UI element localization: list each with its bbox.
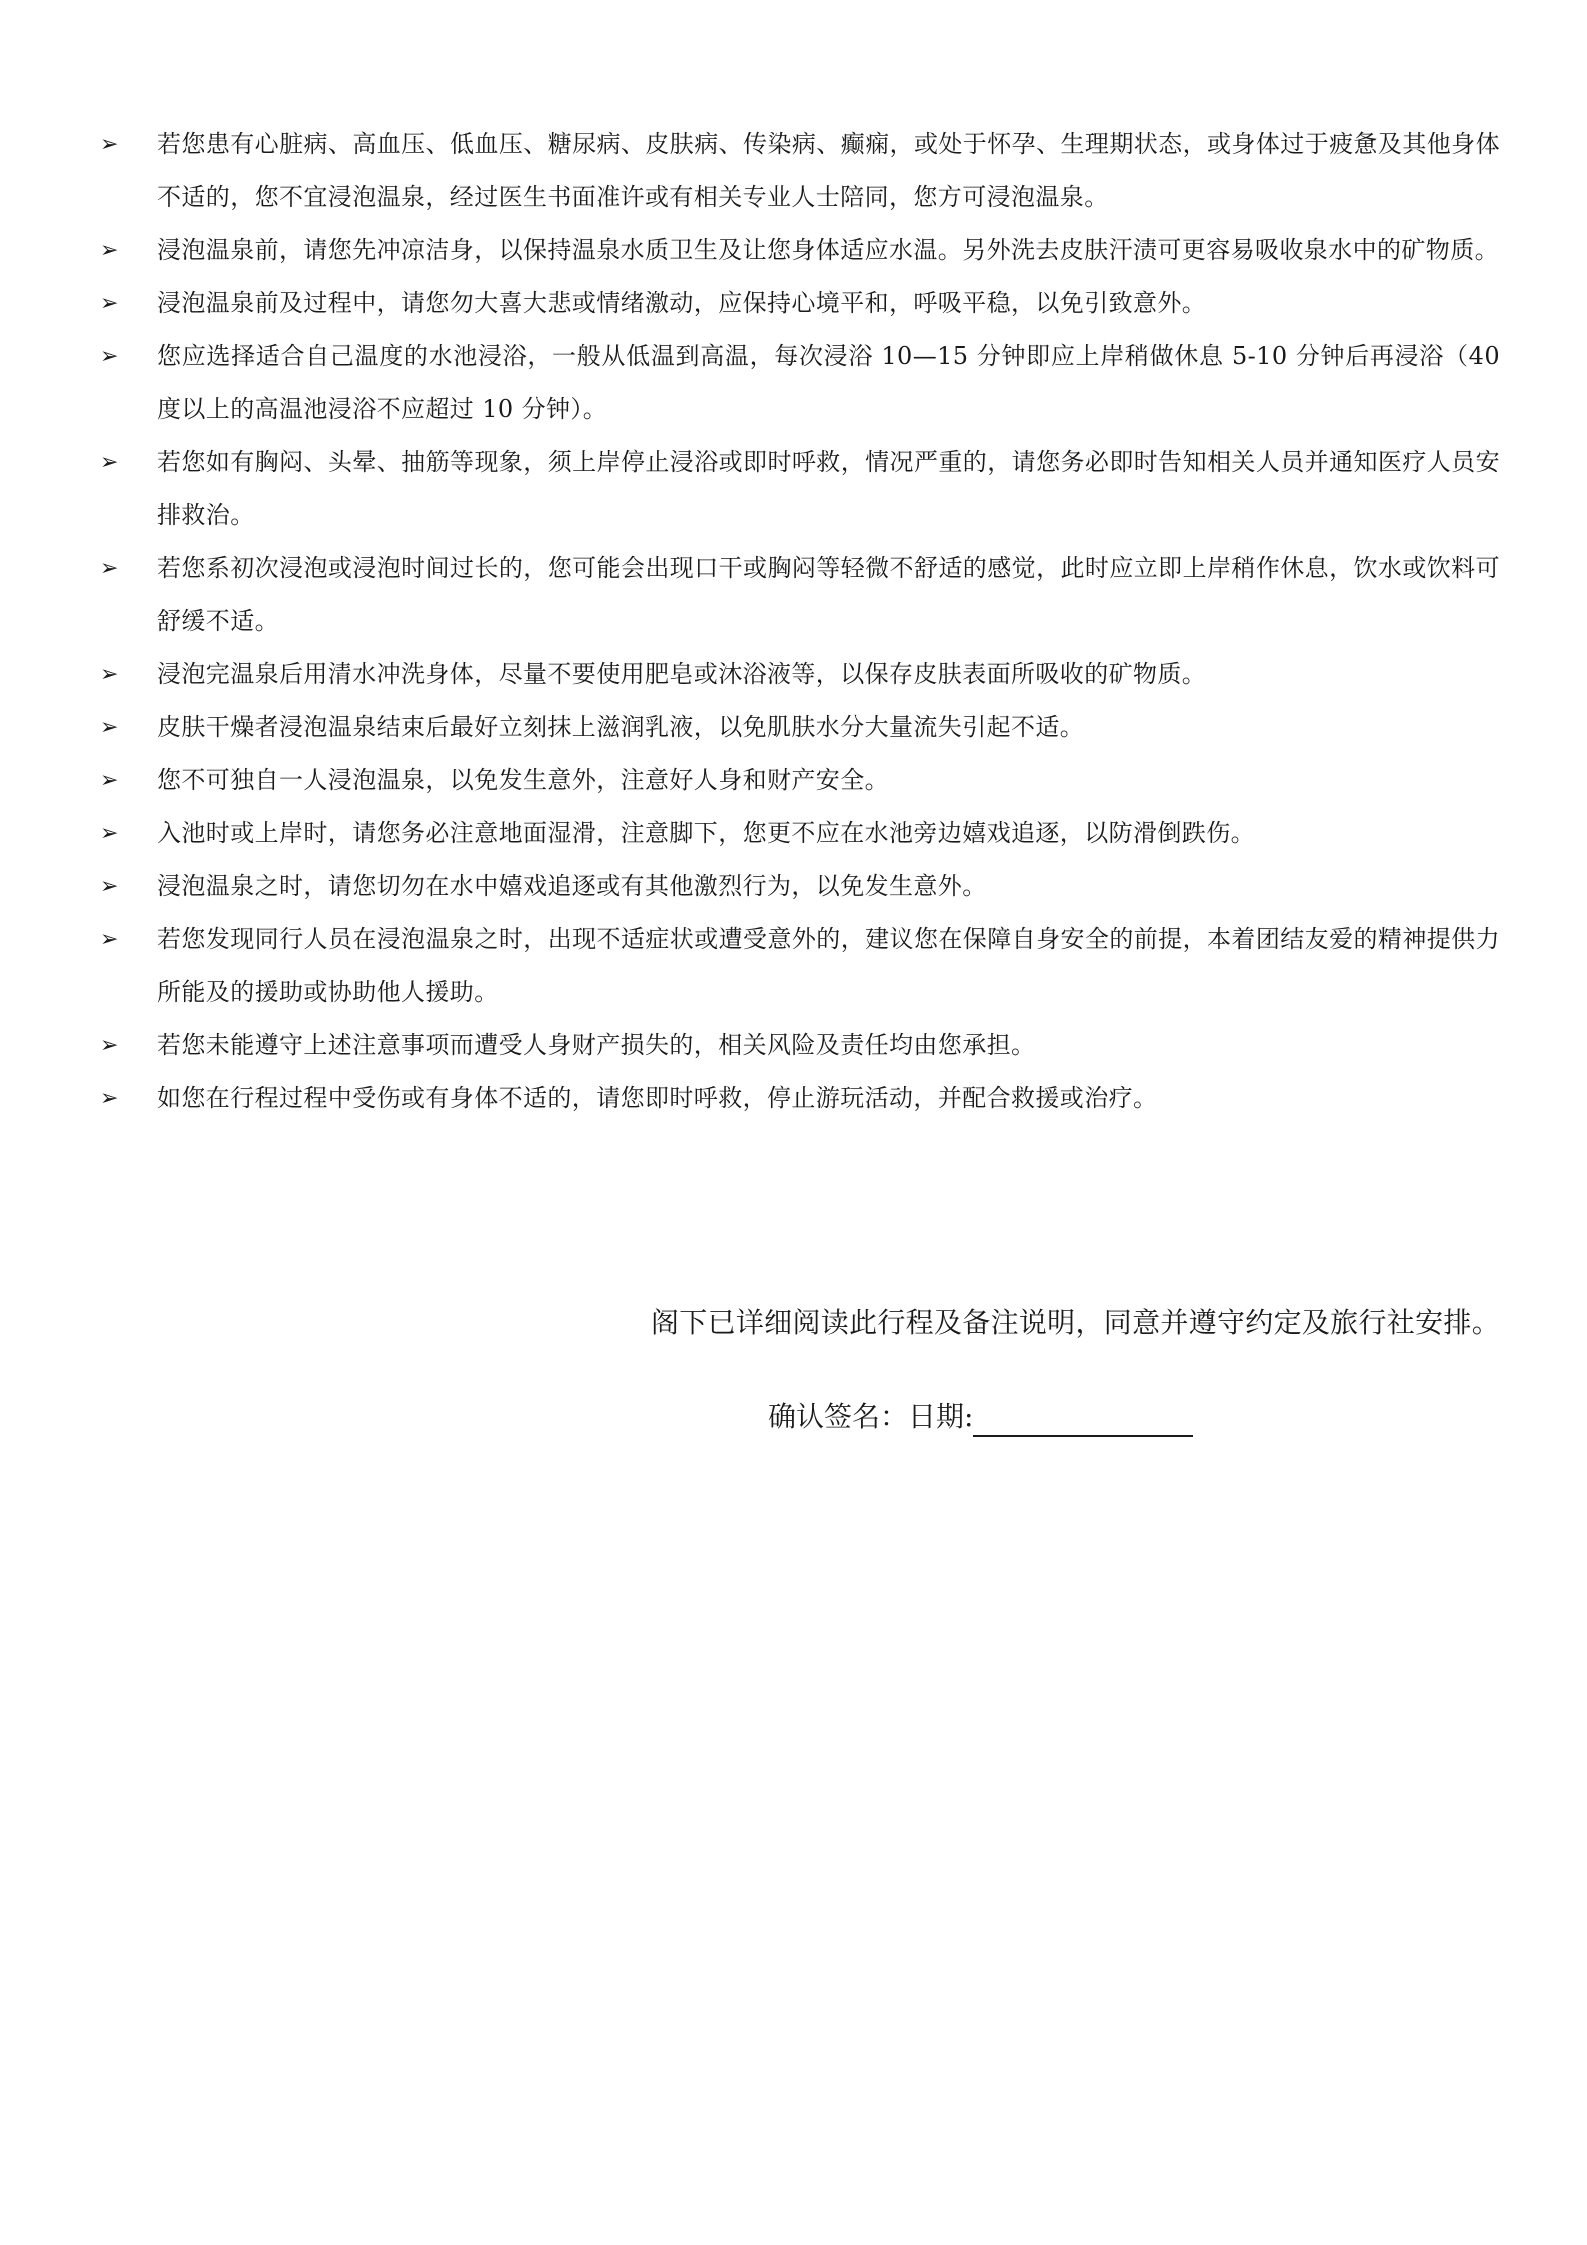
list-item <box>100 118 1500 224</box>
arrow-bullet-icon: ➢ <box>100 238 119 263</box>
signature-blank-field[interactable] <box>973 1405 1193 1437</box>
list-item <box>100 224 1500 277</box>
note-text: 若您未能遵守上述注意事项而遭受人身财产损失的，相关风险及责任均由您承担。 <box>157 1031 1036 1059</box>
list-item <box>100 330 1500 436</box>
hot-spring-notes-list <box>100 118 1500 1125</box>
arrow-bullet-icon: ➢ <box>100 1086 119 1111</box>
note-text: 若您系初次浸泡或浸泡时间过长的，您可能会出现口干或胸闷等轻微不舒适的感觉，此时应立即上岸稍作休息，饮水或饮料可舒缓不适。 <box>157 554 1500 635</box>
arrow-bullet-icon: ➢ <box>100 556 119 581</box>
arrow-bullet-icon: ➢ <box>100 132 119 157</box>
note-text: 入池时或上岸时，请您务必注意地面湿滑，注意脚下，您更不应在水池旁边嬉戏追逐，以防滑倒跌伤。 <box>157 819 1255 847</box>
note-text: 皮肤干燥者浸泡温泉结束后最好立刻抹上滋润乳液，以免肌肤水分大量流失引起不适。 <box>157 713 1085 741</box>
list-item <box>100 754 1500 807</box>
list-item <box>100 277 1500 330</box>
note-text: 您不可独自一人浸泡温泉，以免发生意外，注意好人身和财产安全。 <box>157 766 889 794</box>
list-item <box>100 542 1500 648</box>
agreement-statement: 阁下已详细阅读此行程及备注说明，同意并遵守约定及旅行社安排。 <box>650 1306 1500 1339</box>
note-text: 如您在行程过程中受伤或有身体不适的，请您即时呼救，停止游玩活动，并配合救援或治疗。 <box>157 1084 1158 1112</box>
arrow-bullet-icon: ➢ <box>100 662 119 687</box>
arrow-bullet-icon: ➢ <box>100 344 119 369</box>
signature-date-label: 确认签名：日期: <box>768 1400 974 1433</box>
note-text: 您应选择适合自己温度的水池浸浴，一般从低温到高温，每次浸浴 10—15 分钟即应上岸稍做休息 5-10 分钟后再浸浴（40 度以上的高温池浸浴不应超过 10 分钟）。 <box>157 342 1500 423</box>
arrow-bullet-icon: ➢ <box>100 874 119 899</box>
list-item <box>100 701 1500 754</box>
arrow-bullet-icon: ➢ <box>100 291 119 316</box>
arrow-bullet-icon: ➢ <box>100 927 119 952</box>
arrow-bullet-icon: ➢ <box>100 450 119 475</box>
arrow-bullet-icon: ➢ <box>100 821 119 846</box>
signature-row <box>768 1397 1193 1437</box>
arrow-bullet-icon: ➢ <box>100 715 119 740</box>
note-text: 浸泡温泉前，请您先冲凉洁身，以保持温泉水质卫生及让您身体适应水温。另外洗去皮肤汗渍可更容易吸收泉水中的矿物质。 <box>157 236 1499 264</box>
arrow-bullet-icon: ➢ <box>100 768 119 793</box>
list-item <box>100 1072 1500 1125</box>
note-text: 浸泡温泉之时，请您切勿在水中嬉戏追逐或有其他激烈行为，以免发生意外。 <box>157 872 987 900</box>
note-text: 浸泡温泉前及过程中，请您勿大喜大悲或情绪激动，应保持心境平和，呼吸平稳，以免引致意外。 <box>157 289 1207 317</box>
list-item <box>100 648 1500 701</box>
note-text: 若您如有胸闷、头晕、抽筋等现象，须上岸停止浸浴或即时呼救，情况严重的，请您务必即时告知相关人员并通知医疗人员安排救治。 <box>157 448 1500 529</box>
list-item <box>100 1019 1500 1072</box>
note-text: 若您患有心脏病、高血压、低血压、糖尿病、皮肤病、传染病、癫痫，或处于怀孕、生理期状态，或身体过于疲惫及其他身体不适的，您不宜浸泡温泉，经过医生书面准许或有相关专业人士陪同，您方可浸泡温泉。 <box>157 130 1500 211</box>
list-item <box>100 436 1500 542</box>
arrow-bullet-icon: ➢ <box>100 1033 119 1058</box>
note-text: 若您发现同行人员在浸泡温泉之时，出现不适症状或遭受意外的，建议您在保障自身安全的前提，本着团结友爱的精神提供力所能及的援助或协助他人援助。 <box>157 925 1500 1006</box>
note-text: 浸泡完温泉后用清水冲洗身体，尽量不要使用肥皂或沐浴液等，以保存皮肤表面所吸收的矿物质。 <box>157 660 1207 688</box>
list-item <box>100 913 1500 1019</box>
list-item <box>100 807 1500 860</box>
list-item <box>100 860 1500 913</box>
